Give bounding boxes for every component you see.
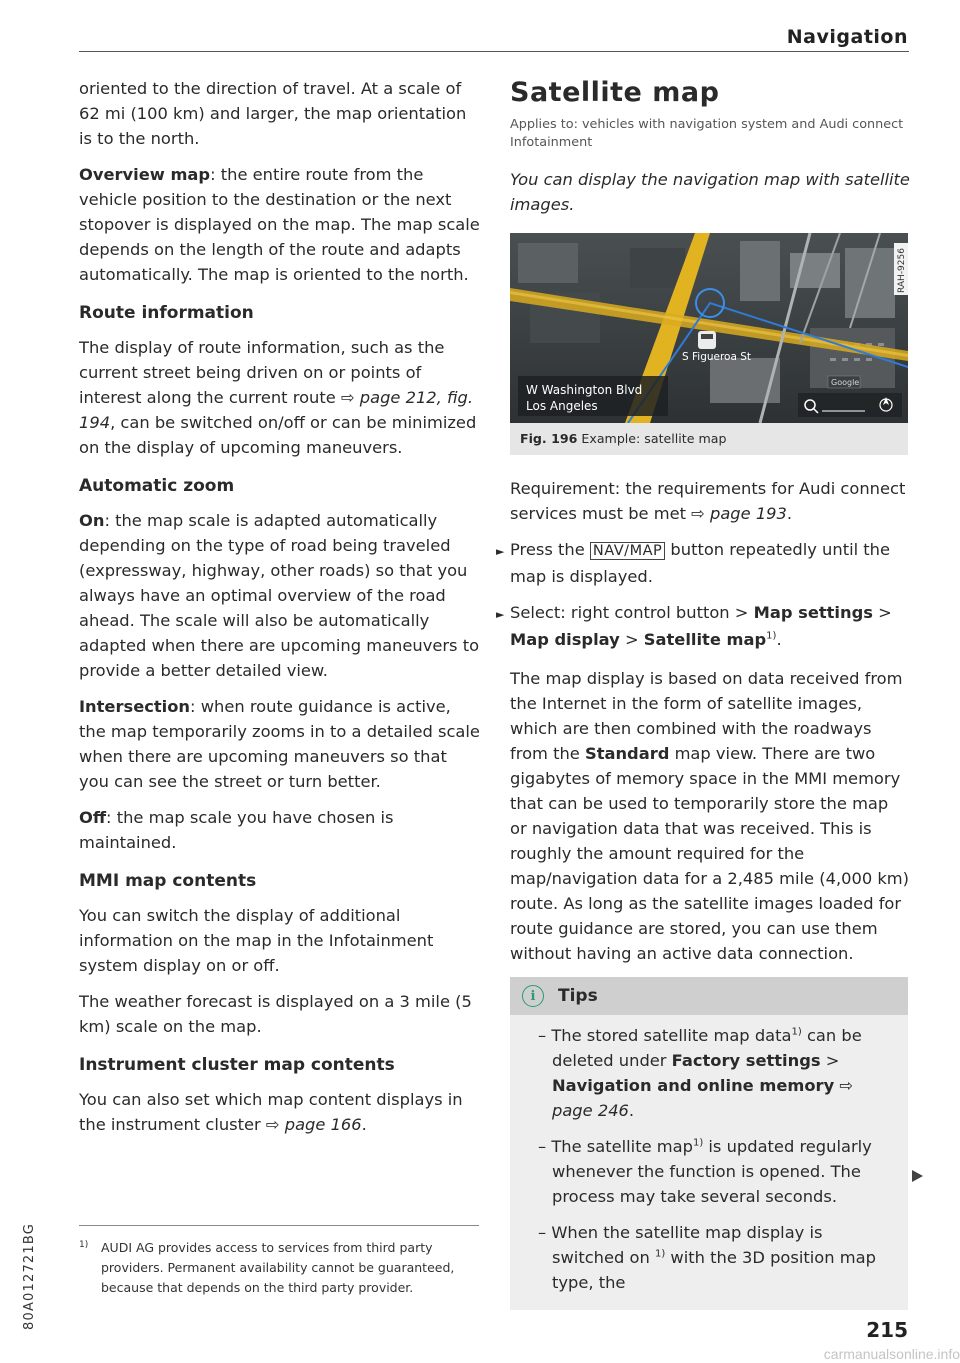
continue-arrow-icon	[912, 1170, 923, 1182]
section-title: Navigation	[786, 26, 908, 48]
route-paragraph: The display of route information, such as the current street being driven on or points of interest along the current route ⇨ page 212, fig. 194, can be switched on/off or can be minimized on the display of upcoming maneuvers.	[79, 338, 477, 457]
tips-header: i Tips	[510, 977, 908, 1015]
route-page-link[interactable]: ⇨ page 212, fig. 194	[79, 388, 474, 432]
tip-item: – The stored satellite map data$^{1)}$ can be deleted under Factory settings > Navigation and online memory ⇨ page 246.	[538, 1026, 862, 1120]
body-paragraph: The map display is based on data received from the Internet in the form of satellite images, which are then combined with the roadways from the Standard map view. There are two gigabytes of memory space in the MMI memory that can be used to temporarily store the map or navigation data that was received. This is roughly the amount required for the map/navigation data for a 2,485 mile (4,000 km) route. As long as the satellite images loaded for route guidance are stored, you can use them without having an active data connection.	[510, 669, 910, 963]
requirement-paragraph: Requirement: the requirements for Audi connect services must be met ⇨ page 193.	[510, 479, 906, 523]
tips-page-link[interactable]: ⇨ page 246	[552, 1076, 854, 1120]
lead-text: You can display the navigation map with satellite images.	[510, 170, 910, 214]
satellite-map-image	[510, 233, 908, 423]
left-column	[79, 76, 481, 1148]
intersection-paragraph: Intersection: when route guidance is active, the map temporarily zooms in to a detailed scale when there are upcoming maneuvers so that you can see the street or turn better.	[79, 697, 480, 791]
tips-box	[510, 977, 908, 1310]
tip-item: – The satellite map$^{1)}$ is updated regularly whenever the function is opened. The process may take several seconds.	[538, 1137, 872, 1206]
google-label: Google	[831, 378, 860, 387]
cluster-page-link[interactable]: ⇨ page 166	[265, 1115, 362, 1134]
figure-196	[510, 233, 908, 455]
document-code: 80A012721BG	[22, 1222, 37, 1330]
overview-term: Overview map	[79, 165, 211, 184]
bullet-arrow-icon: ►	[496, 608, 505, 621]
heading-route-information: Route information	[79, 303, 254, 323]
intro-paragraph: oriented to the direction of travel. At a scale of 62 mi (100 km) and larger, the map orientation is to the north.	[79, 79, 467, 148]
footnote: 1) AUDI AG provides access to services from third party providers. Permanent availability cannot be guaranteed, because that depends on the third party provider.	[79, 1240, 455, 1295]
tip-item: – When the satellite map display is switched on $^{1)}$ with the 3D position map type, the	[538, 1223, 876, 1292]
nav-map-key: NAV/MAP	[590, 542, 665, 560]
overlay-city: Los Angeles	[526, 399, 598, 413]
overview-paragraph: Overview map: the entire route from the vehicle position to the destination or the next stopover is displayed on the map. The map scale depends on the length of the route and adapts automatically. The map is oriented to the north.	[79, 165, 480, 284]
on-paragraph: On: the map scale is adapted automatically depending on the type of road being traveled (expressway, highway, other roads) so that you always have an optimal overview of the road ahead. The scale will also be automatically adapted when there are upcoming maneuvers to provide a better detailed view.	[79, 511, 480, 680]
figure-caption: Fig. 196 Example: satellite map	[520, 431, 727, 446]
page-title: Satellite map	[510, 77, 720, 108]
street-label: S Figueroa St	[682, 351, 752, 363]
off-paragraph: Off: the map scale you have chosen is maintained.	[79, 808, 394, 852]
requirement-page-link[interactable]: ⇨ page 193	[691, 504, 787, 523]
cluster-paragraph: You can also set which map content displays in the instrument cluster ⇨ page 166.	[79, 1090, 463, 1134]
page-number: 215	[866, 1318, 908, 1342]
right-column	[496, 76, 910, 1310]
watermark: carmanualsonline.info	[823, 1346, 960, 1362]
step-select-menu: ► Select: right control button > Map settings > Map display > Satellite map$^{1)}$.	[496, 603, 892, 649]
step-press-button: ► Press the NAV/MAP button repeatedly until the map is displayed.	[496, 540, 891, 586]
applies-to: Applies to: vehicles with navigation system and Audi connect Infotainment	[510, 117, 904, 150]
heading-automatic-zoom: Automatic zoom	[79, 476, 235, 496]
header-rule	[79, 51, 909, 52]
bullet-arrow-icon: ►	[496, 545, 505, 558]
overlay-street: W Washington Blvd	[526, 383, 643, 397]
heading-mmi-map-contents: MMI map contents	[79, 871, 257, 891]
heading-instrument-cluster: Instrument cluster map contents	[79, 1055, 395, 1075]
info-icon: i	[522, 985, 544, 1007]
footnote-rule	[79, 1225, 479, 1226]
mmi-paragraph: You can switch the display of additional information on the map in the Infotainment system display on or off.	[79, 906, 434, 975]
figure-code: RAH-9256	[897, 248, 907, 293]
tips-body	[510, 1015, 908, 1310]
satellite-map-graphic	[510, 233, 908, 423]
weather-paragraph: The weather forecast is displayed on a 3 mile (5 km) scale on the map.	[79, 992, 472, 1036]
